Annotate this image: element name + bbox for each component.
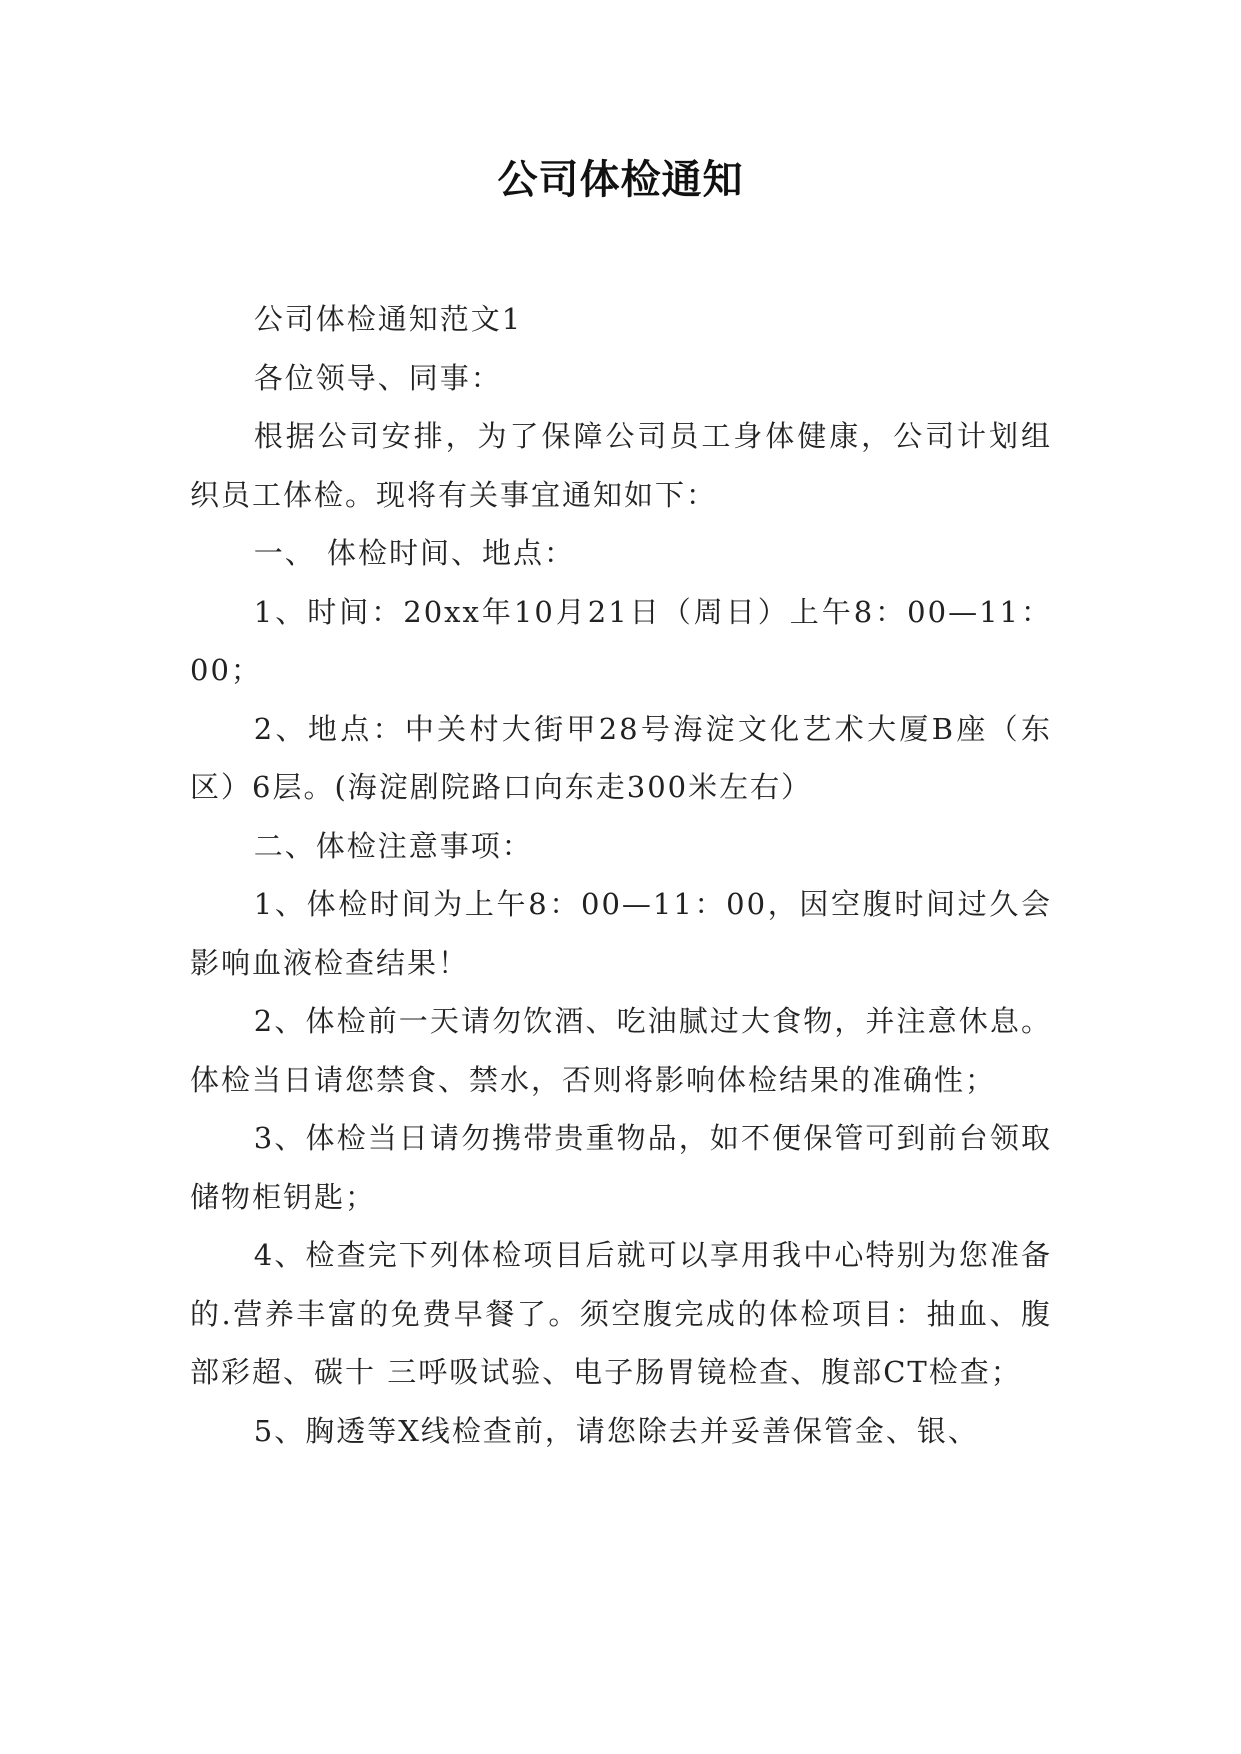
- document-title: 公司体检通知: [497, 157, 744, 203]
- paragraph-note-2: 2、体检前一天请勿饮酒、吃油腻过大食物，并注意休息。体检当日请您禁食、禁水，否则将影响体检结果的准确性；: [190, 1004, 1052, 1097]
- paragraph-heading-sample: 公司体检通知范文1: [253, 302, 523, 336]
- document-body: [190, 290, 1052, 1460]
- paragraph-note-4: 4、检查完下列体检项目后就可以享用我中心特别为您准备的.营养丰富的免费早餐了。须空腹完成的体检项目：抽血、腹部彩超、碳十 三呼吸试验、电子肠胃镜检查、腹部CT检查；: [190, 1238, 1052, 1389]
- paragraph-salutation: 各位领导、同事：: [253, 360, 502, 395]
- paragraph-location: 2、地点：中关村大街甲28号海淀文化艺术大厦B座（东区）6层。(海淀剧院路口向东走300米左右）: [190, 711, 1052, 804]
- paragraph-note-5: 5、胸透等X线检查前，请您除去并妥善保管金、银、: [253, 1413, 979, 1448]
- paragraph-section-one: 一、 体检时间、地点：: [253, 536, 576, 570]
- paragraph-intro: 根据公司安排，为了保障公司员工身体健康，公司计划组织员工体检。现将有关事宜通知如下：: [190, 419, 1052, 512]
- paragraph-note-3: 3、体检当日请勿携带贵重物品，如不便保管可到前台领取储物柜钥匙；: [190, 1121, 1052, 1214]
- paragraph-section-two: 二、体检注意事项：: [253, 828, 533, 863]
- paragraph-time: 1、时间：20xx年10月21日（周日）上午8：00—11：00；: [190, 594, 1052, 687]
- paragraph-note-1: 1、体检时间为上午8：00—11：00，因空腹时间过久会影响血液检查结果！: [190, 887, 1052, 980]
